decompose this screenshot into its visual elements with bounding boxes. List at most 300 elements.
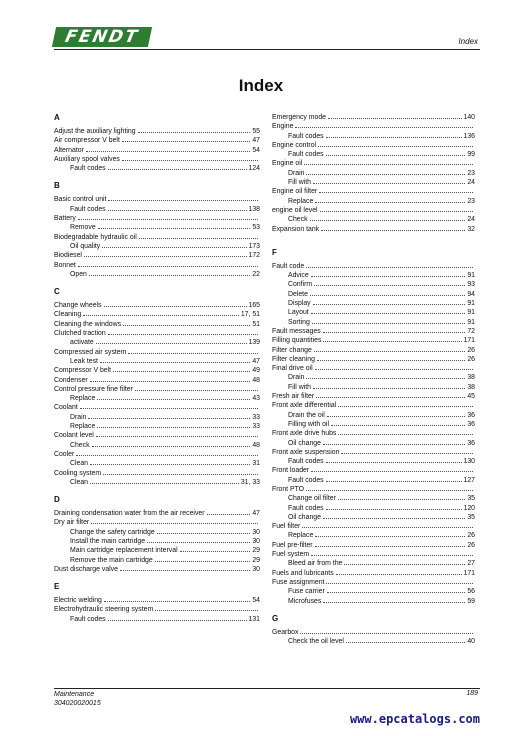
index-entry <box>54 300 260 309</box>
dot-leader <box>92 440 251 447</box>
dot-leader <box>90 375 251 382</box>
index-entry-page: 31, 33 <box>240 478 260 486</box>
index-entry-label: Adjust the auxiliary lighting <box>54 128 136 135</box>
index-entry-label: Filling with oil <box>288 420 329 428</box>
footer-rule <box>54 688 480 689</box>
dot-leader <box>295 121 473 128</box>
dot-leader <box>304 158 473 165</box>
dot-leader <box>321 224 465 231</box>
index-column-left <box>54 112 260 623</box>
index-entry-page: 38 <box>467 383 475 391</box>
index-entry-page: 40 <box>467 638 475 646</box>
index-entry-page: 26 <box>467 355 475 363</box>
index-entry-page: 33 <box>252 413 260 421</box>
index-entry <box>54 319 260 328</box>
index-entry <box>54 421 260 430</box>
dot-leader <box>331 419 465 426</box>
index-entry <box>54 260 260 269</box>
dot-leader <box>207 508 251 515</box>
dot-leader <box>157 527 251 534</box>
index-entry <box>272 447 475 456</box>
dot-leader <box>318 140 473 147</box>
index-entry-label: Oil quality <box>70 242 101 250</box>
index-entry-page: 130 <box>463 458 475 466</box>
dot-leader <box>311 307 466 314</box>
dot-leader <box>326 149 466 156</box>
index-entry-label: Front axle drive hubs <box>272 430 337 438</box>
index-entry <box>54 412 260 421</box>
index-entry-label: Remove <box>70 224 96 232</box>
index-entry <box>272 382 475 391</box>
index-entry-page: 30 <box>252 528 260 536</box>
dot-leader <box>78 260 258 267</box>
index-entry-label: Condenser <box>54 376 88 384</box>
index-entry-page: 131 <box>248 615 260 623</box>
index-entry-page: 54 <box>252 146 260 154</box>
footer-title: Maintenance <box>54 691 95 698</box>
dot-leader <box>315 196 465 203</box>
index-entry <box>272 112 475 121</box>
index-entry-label: Coolant level <box>54 432 94 440</box>
index-entry-label: Drain <box>288 374 305 382</box>
dot-leader <box>300 627 473 634</box>
dot-leader <box>80 402 258 409</box>
index-entry <box>272 279 475 288</box>
index-entry-page: 45 <box>467 393 475 401</box>
index-entry-page: 35 <box>467 495 475 503</box>
index-letter-heading: E <box>54 582 60 592</box>
index-letter-heading: A <box>54 113 60 122</box>
index-entry <box>272 568 475 577</box>
index-entry <box>272 196 475 205</box>
index-entry <box>272 391 475 400</box>
dot-leader <box>344 558 465 565</box>
index-entry <box>54 194 260 203</box>
index-entry-page: 23 <box>467 169 475 177</box>
index-entry-label: Filter change <box>272 346 312 354</box>
index-entry <box>54 536 260 545</box>
index-entry-label: Main cartridge replacement interval <box>70 547 178 555</box>
index-entry-page: 59 <box>467 597 475 605</box>
index-entry-label: Fault messages <box>272 327 321 335</box>
index-entry-label: Coolant <box>54 404 78 412</box>
dot-leader <box>97 421 250 428</box>
index-entry <box>54 614 260 623</box>
dot-leader <box>90 477 239 484</box>
dot-leader <box>96 430 258 437</box>
section-label: Index <box>458 37 478 46</box>
index-entry <box>272 586 475 595</box>
index-entry-label: Battery <box>54 215 76 223</box>
index-entry-page: 24 <box>467 216 475 224</box>
index-entry-page: 30 <box>252 537 260 545</box>
dot-leader <box>102 241 246 248</box>
index-entry <box>54 527 260 536</box>
index-letter-heading: G <box>272 613 279 623</box>
index-entry-label: Final drive oil <box>272 365 313 373</box>
index-entry <box>272 475 475 484</box>
dot-leader <box>346 636 465 643</box>
index-entry <box>272 372 475 381</box>
dot-leader <box>84 250 247 257</box>
dot-leader <box>338 428 473 435</box>
index-entry-label: Basic control unit <box>54 196 107 204</box>
dot-leader <box>326 475 462 482</box>
index-entry-label: Replace <box>288 197 314 205</box>
index-entry-label: Fresh air filter <box>272 393 315 401</box>
index-entry-label: Oil change <box>288 513 321 521</box>
index-entry <box>54 135 260 144</box>
index-entry <box>272 326 475 335</box>
index-entry-page: 32 <box>467 225 475 233</box>
dot-leader <box>83 309 239 316</box>
dot-leader <box>76 449 258 456</box>
index-entry-page: 23 <box>467 197 475 205</box>
index-entry <box>54 430 260 439</box>
index-entry <box>272 149 475 158</box>
index-entry <box>272 214 475 223</box>
index-entry-label: Replace <box>70 423 96 431</box>
index-entry-label: Confirm <box>288 281 313 289</box>
index-entry-page: 47 <box>252 137 260 145</box>
dot-leader <box>316 391 465 398</box>
index-entry <box>272 345 475 354</box>
index-entry-label: Clean <box>70 478 89 486</box>
dot-leader <box>326 503 462 510</box>
index-entry-label: Front loader <box>272 467 310 475</box>
index-entry <box>54 384 260 393</box>
dot-leader <box>313 298 466 305</box>
index-entry-page: 53 <box>252 224 260 232</box>
index-letter-heading: D <box>54 495 60 505</box>
dot-leader <box>327 586 466 593</box>
index-entry <box>54 241 260 250</box>
footer-page-number: 189 <box>466 690 478 697</box>
dot-leader <box>319 186 473 193</box>
index-entry <box>272 484 475 493</box>
index-entry-label: Biodiesel <box>54 252 82 260</box>
index-entry <box>272 512 475 521</box>
index-entry <box>54 477 260 486</box>
dot-leader <box>341 447 473 454</box>
index-entry-page: 22 <box>252 270 260 278</box>
index-letter-heading: F <box>272 247 277 257</box>
index-entry-label: Fault codes <box>70 205 106 213</box>
index-entry-label: Remove the main cartridge <box>70 556 153 564</box>
index-entry <box>272 186 475 195</box>
index-entry-label: Layout <box>288 309 309 317</box>
index-entry-label: Electric welding <box>54 597 102 605</box>
index-entry-label: Engine oil filter <box>272 188 318 196</box>
index-entry <box>54 163 260 172</box>
index-entry-label: Fault code <box>272 262 305 270</box>
index-entry <box>54 232 260 241</box>
index-entry-label: Cooler <box>54 450 75 458</box>
index-entry-page: 93 <box>467 281 475 289</box>
dot-leader <box>103 468 258 475</box>
dot-leader <box>96 337 247 344</box>
dot-leader <box>122 154 258 161</box>
index-entry-label: Draining condensation water from the air receiver <box>54 510 205 518</box>
index-entry-page: 171 <box>463 337 475 345</box>
index-entry-page: 171 <box>463 569 475 577</box>
index-entry-label: Fill with <box>288 179 311 187</box>
index-entry-label: engine oil level <box>272 206 318 214</box>
index-entry <box>272 636 475 645</box>
index-entry-label: Cooling system <box>54 469 102 477</box>
index-entry-label: Clutched traction <box>54 330 106 338</box>
index-entry-label: Compressed air system <box>54 348 127 356</box>
index-entry-label: Sorting <box>288 318 310 326</box>
index-entry <box>54 204 260 213</box>
index-entry-label: Check <box>70 441 90 449</box>
index-entry-page: 139 <box>248 339 260 347</box>
dot-leader <box>147 536 250 543</box>
index-entry-label: Fault codes <box>70 165 106 173</box>
index-entry-page: 99 <box>467 151 475 159</box>
index-entry <box>272 270 475 279</box>
index-entry-page: 91 <box>467 272 475 280</box>
dot-leader <box>155 555 251 562</box>
dot-leader <box>108 194 258 201</box>
index-entry-label: Check <box>288 216 308 224</box>
dot-leader <box>314 279 465 286</box>
dot-leader <box>128 347 258 354</box>
index-entry <box>54 517 260 526</box>
index-entry <box>54 356 260 365</box>
dot-leader <box>155 604 258 611</box>
index-entry-page: 47 <box>252 357 260 365</box>
dot-leader <box>306 261 473 268</box>
dot-leader <box>313 382 465 389</box>
dot-leader <box>90 458 250 465</box>
index-entry-page: 43 <box>252 395 260 403</box>
index-entry <box>54 309 260 318</box>
dot-leader <box>313 177 465 184</box>
index-entry-page: 48 <box>252 376 260 384</box>
index-entry <box>272 317 475 326</box>
dot-leader <box>311 549 473 556</box>
index-entry <box>54 564 260 573</box>
index-entry <box>54 126 260 135</box>
index-entry-page: 26 <box>467 541 475 549</box>
index-entry-page: 29 <box>252 556 260 564</box>
dot-leader <box>97 393 250 400</box>
index-entry <box>272 298 475 307</box>
dot-leader <box>100 356 250 363</box>
index-entry-page: 48 <box>252 441 260 449</box>
index-entry-label: Air compressor V belt <box>54 137 120 145</box>
index-entry-label: Filter cleaning <box>272 355 315 363</box>
dot-leader <box>311 270 466 277</box>
index-entry-label: Engine <box>272 123 294 131</box>
index-entry <box>54 545 260 554</box>
index-entry <box>272 419 475 428</box>
index-entry <box>272 428 475 437</box>
index-entry-page: 91 <box>467 309 475 317</box>
dot-leader <box>306 484 473 491</box>
dot-leader <box>336 568 462 575</box>
index-entry-label: Fuels and lubricants <box>272 569 334 577</box>
index-entry-page: 26 <box>467 532 475 540</box>
index-entry-page: 138 <box>248 205 260 213</box>
index-entry-label: Fault codes <box>288 476 324 484</box>
index-entry <box>272 121 475 130</box>
page-header <box>0 0 522 50</box>
index-entry <box>272 558 475 567</box>
index-entry-label: Bonnet <box>54 261 76 269</box>
index-entry <box>272 456 475 465</box>
dot-leader <box>88 412 250 419</box>
dot-leader <box>315 530 465 537</box>
dot-leader <box>108 614 247 621</box>
index-entry <box>54 468 260 477</box>
dot-leader <box>180 545 251 552</box>
dot-leader <box>108 328 258 335</box>
index-entry <box>272 503 475 512</box>
index-entry <box>54 449 260 458</box>
index-entry-label: Electrohydraulic steering system <box>54 606 154 614</box>
index-entry <box>272 400 475 409</box>
index-entry-page: 91 <box>467 300 475 308</box>
index-entry-page: 91 <box>467 318 475 326</box>
index-entry-label: Advice <box>288 272 309 280</box>
dot-leader <box>78 213 258 220</box>
dot-leader <box>306 168 465 175</box>
dot-leader <box>323 512 465 519</box>
index-entry-label: Front axle differential <box>272 402 337 410</box>
index-entry-page: 36 <box>467 411 475 419</box>
index-entry-label: Drain <box>70 413 87 421</box>
watermark: www.epcatalogs.com <box>349 712 480 726</box>
dot-leader <box>86 145 250 152</box>
index-entry-label: Engine oil <box>272 160 303 168</box>
index-entry-page: 55 <box>252 128 260 135</box>
dot-leader <box>108 163 247 170</box>
index-entry <box>272 549 475 558</box>
index-entry-label: Check the oil level <box>288 638 344 646</box>
index-entry-label: Bleed air from the <box>288 560 343 568</box>
dot-leader <box>320 205 473 212</box>
index-entry-label: Clean <box>70 460 89 468</box>
index-entry-page: 36 <box>467 420 475 428</box>
dot-leader <box>323 596 465 603</box>
dot-leader <box>306 372 465 379</box>
index-entry-page: 38 <box>467 374 475 382</box>
index-entry <box>54 154 260 163</box>
dot-leader <box>315 540 466 547</box>
dot-leader <box>89 269 250 276</box>
index-entry-label: Dry air filter <box>54 519 90 527</box>
index-entry-page: 33 <box>252 423 260 431</box>
index-entry-label: Replace <box>70 395 96 403</box>
index-entry-label: Change wheels <box>54 302 102 310</box>
index-entry-label: Fuel system <box>272 551 310 559</box>
index-entry-label: Fault codes <box>70 615 106 623</box>
index-entry <box>272 577 475 586</box>
dot-leader <box>338 400 473 407</box>
fendt-logo: FENDT <box>52 27 152 47</box>
index-entry-label: Control pressure fine filter <box>54 385 133 393</box>
index-entry-label: Display <box>288 300 311 308</box>
index-entry-label: Fill with <box>288 383 311 391</box>
index-entry-label: Front axle suspension <box>272 448 340 456</box>
index-entry-page: 136 <box>463 132 475 140</box>
index-entry-label: Fault codes <box>288 504 324 512</box>
index-entry <box>272 493 475 502</box>
index-entry <box>272 168 475 177</box>
index-entry <box>272 596 475 605</box>
index-entry-label: Biodegradable hydraulic oil <box>54 233 137 241</box>
index-entry <box>272 540 475 549</box>
index-entry-page: 17, 51 <box>240 311 260 319</box>
index-entry-label: Gearbox <box>272 628 299 636</box>
dot-leader <box>122 135 250 142</box>
index-entry <box>272 335 475 344</box>
index-entry-label: Change the safety cartridge <box>70 528 155 536</box>
index-entry <box>272 261 475 270</box>
page-title: Index <box>238 76 284 95</box>
index-entry-label: Alternator <box>54 146 84 154</box>
index-entry <box>272 131 475 140</box>
index-entry-page: 120 <box>463 504 475 512</box>
index-entry-label: Fuel pre-filter <box>272 541 313 549</box>
index-entry <box>54 269 260 278</box>
dot-leader <box>98 222 251 229</box>
index-entry-label: activate <box>70 339 94 347</box>
index-entry <box>54 365 260 374</box>
dot-leader <box>113 365 250 372</box>
index-entry <box>272 140 475 149</box>
index-column-right <box>272 112 475 645</box>
index-entry-label: Drain <box>288 169 305 177</box>
index-entry <box>54 604 260 613</box>
index-entry <box>54 145 260 154</box>
index-entry <box>272 205 475 214</box>
index-entry-label: Install the main cartridge <box>70 537 146 545</box>
footer-doc-number: 304020020015 <box>54 700 101 707</box>
index-entry-label: Open <box>70 270 87 278</box>
index-entry-page: 47 <box>252 510 260 518</box>
index-entry <box>272 307 475 316</box>
dot-leader <box>328 112 461 119</box>
index-entry-page: 36 <box>467 439 475 447</box>
index-entry-label: Front PTO <box>272 485 305 493</box>
dot-leader <box>104 300 247 307</box>
index-entry <box>272 177 475 186</box>
index-entry-page: 35 <box>467 513 475 521</box>
index-entry <box>272 465 475 474</box>
dot-leader <box>312 317 465 324</box>
index-entry-page: 140 <box>463 114 475 121</box>
index-entry <box>272 530 475 539</box>
index-entry <box>54 402 260 411</box>
index-entry <box>54 347 260 356</box>
index-entry-label: Cleaning the windows <box>54 320 122 328</box>
index-entry-label: Filling quantities <box>272 337 322 345</box>
index-entry <box>272 627 475 636</box>
dot-leader <box>139 232 258 239</box>
index-entry-page: 56 <box>467 588 475 596</box>
index-letter-heading: C <box>54 287 60 297</box>
dot-leader <box>323 335 461 342</box>
index-entry-label: Delete <box>288 290 308 298</box>
index-entry-page: 127 <box>463 476 475 484</box>
index-entry <box>54 440 260 449</box>
index-entry-label: Auxiliary spool valves <box>54 155 120 163</box>
index-entry <box>54 508 260 517</box>
index-entry-page: 54 <box>252 597 260 605</box>
